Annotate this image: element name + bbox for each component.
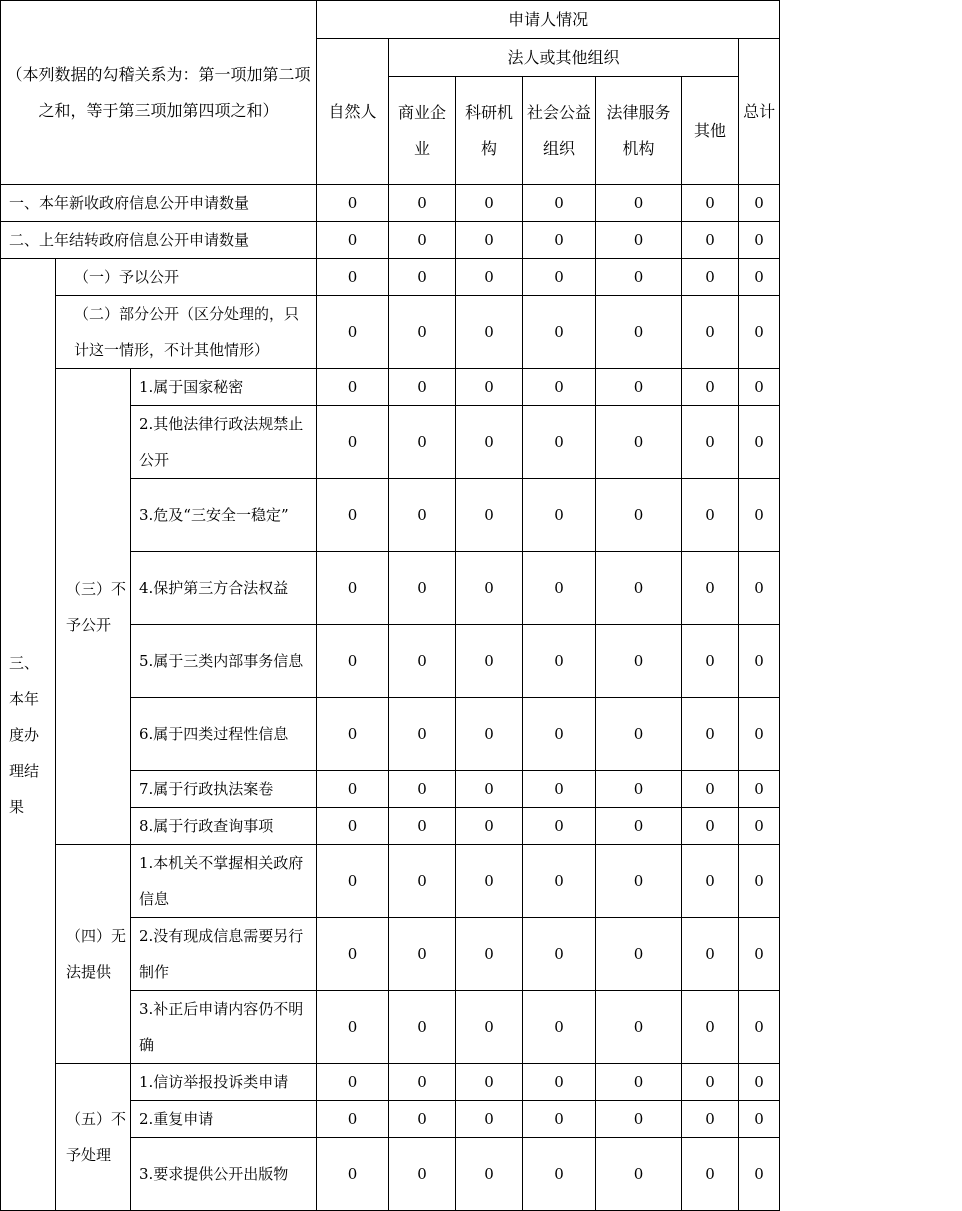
- cell-value: 0: [596, 808, 682, 845]
- cell-value: 0: [523, 185, 596, 222]
- row-label: 6.属于四类过程性信息: [131, 698, 317, 771]
- cell-value: 0: [389, 406, 456, 479]
- cell-value: 0: [389, 918, 456, 991]
- cell-value: 0: [739, 845, 780, 918]
- cell-value: 0: [682, 991, 739, 1064]
- cell-value: 0: [523, 991, 596, 1064]
- cell-value: 0: [389, 369, 456, 406]
- cell-value: 0: [317, 808, 389, 845]
- cell-value: 0: [317, 296, 389, 369]
- cell-value: 0: [317, 1064, 389, 1101]
- cell-value: 0: [523, 808, 596, 845]
- cell-value: 0: [739, 406, 780, 479]
- cell-value: 0: [456, 771, 523, 808]
- cell-value: 0: [389, 552, 456, 625]
- cell-value: 0: [739, 991, 780, 1064]
- cell-value: 0: [456, 698, 523, 771]
- cell-value: 0: [389, 259, 456, 296]
- cell-value: 0: [456, 845, 523, 918]
- table-row: [1, 369, 780, 406]
- header-public-welfare: 社会公益组织: [523, 77, 596, 185]
- cell-value: 0: [596, 552, 682, 625]
- cell-value: 0: [317, 771, 389, 808]
- cell-value: 0: [389, 1101, 456, 1138]
- cell-value: 0: [389, 808, 456, 845]
- cell-value: 0: [739, 185, 780, 222]
- cell-value: 0: [682, 552, 739, 625]
- cell-value: 0: [596, 296, 682, 369]
- cell-value: 0: [523, 296, 596, 369]
- cell-value: 0: [682, 1138, 739, 1211]
- cell-value: 0: [523, 771, 596, 808]
- cell-value: 0: [317, 259, 389, 296]
- cell-value: 0: [317, 552, 389, 625]
- header-applicant: 申请人情况: [317, 1, 780, 39]
- cell-value: 0: [456, 296, 523, 369]
- cell-value: 0: [739, 771, 780, 808]
- cell-value: 0: [682, 698, 739, 771]
- cell-value: 0: [596, 1138, 682, 1211]
- row-label: 1.信访举报投诉类申请: [131, 1064, 317, 1101]
- cell-value: 0: [389, 771, 456, 808]
- cell-value: 0: [317, 369, 389, 406]
- row-label: （二）部分公开（区分处理的，只计这一情形，不计其他情形）: [56, 296, 317, 369]
- cell-value: 0: [317, 1101, 389, 1138]
- cell-value: 0: [523, 845, 596, 918]
- row-label: 5.属于三类内部事务信息: [131, 625, 317, 698]
- cell-value: 0: [596, 222, 682, 259]
- row-label: 1.本机关不掌握相关政府信息: [131, 845, 317, 918]
- cell-value: 0: [739, 552, 780, 625]
- cell-value: 0: [596, 771, 682, 808]
- cell-value: 0: [596, 479, 682, 552]
- header-legal-service: 法律服务机构: [596, 77, 682, 185]
- cell-value: 0: [317, 479, 389, 552]
- row-label: 一、本年新收政府信息公开申请数量: [1, 185, 317, 222]
- cell-value: 0: [523, 1138, 596, 1211]
- cell-value: 0: [317, 698, 389, 771]
- cell-value: 0: [739, 625, 780, 698]
- cell-value: 0: [682, 845, 739, 918]
- cell-value: 0: [456, 222, 523, 259]
- cell-value: 0: [523, 369, 596, 406]
- cell-value: 0: [456, 479, 523, 552]
- header-legal-entity: 法人或其他组织: [389, 39, 739, 77]
- row-label: 2.没有现成信息需要另行制作: [131, 918, 317, 991]
- cell-value: 0: [682, 625, 739, 698]
- table-row: [1, 1064, 780, 1101]
- group-label-3: （三）不予公开: [56, 369, 131, 845]
- cell-value: 0: [682, 771, 739, 808]
- cell-value: 0: [682, 296, 739, 369]
- cell-value: 0: [739, 296, 780, 369]
- cell-value: 0: [456, 1138, 523, 1211]
- cell-value: 0: [317, 991, 389, 1064]
- cell-value: 0: [389, 1138, 456, 1211]
- section3-label: 三、本年度办理结果: [1, 259, 56, 1211]
- cell-value: 0: [456, 918, 523, 991]
- cell-value: 0: [739, 479, 780, 552]
- cell-value: 0: [596, 369, 682, 406]
- cell-value: 0: [523, 918, 596, 991]
- row-label: 3.要求提供公开出版物: [131, 1138, 317, 1211]
- cell-value: 0: [389, 991, 456, 1064]
- cell-value: 0: [389, 222, 456, 259]
- cell-value: 0: [682, 918, 739, 991]
- table-row: [1, 259, 780, 296]
- cell-value: 0: [389, 1064, 456, 1101]
- cell-value: 0: [523, 552, 596, 625]
- cell-value: 0: [596, 1101, 682, 1138]
- cell-value: 0: [456, 369, 523, 406]
- group-label-5: （五）不予处理: [56, 1064, 131, 1211]
- cell-value: 0: [596, 1064, 682, 1101]
- cell-value: 0: [389, 698, 456, 771]
- cell-value: 0: [456, 625, 523, 698]
- group-label-4: （四）无法提供: [56, 845, 131, 1064]
- cell-value: 0: [682, 222, 739, 259]
- cell-value: 0: [523, 259, 596, 296]
- cell-value: 0: [389, 479, 456, 552]
- cell-value: 0: [523, 222, 596, 259]
- row-label: 二、上年结转政府信息公开申请数量: [1, 222, 317, 259]
- cell-value: 0: [596, 845, 682, 918]
- cell-value: 0: [456, 991, 523, 1064]
- table-row: [1, 296, 780, 369]
- row-label: （一）予以公开: [56, 259, 317, 296]
- cell-value: 0: [682, 479, 739, 552]
- cell-value: 0: [523, 406, 596, 479]
- cell-value: 0: [596, 406, 682, 479]
- row-label: 2.其他法律行政法规禁止公开: [131, 406, 317, 479]
- header-other: 其他: [682, 77, 739, 185]
- cell-value: 0: [739, 369, 780, 406]
- cell-value: 0: [317, 625, 389, 698]
- cell-value: 0: [523, 625, 596, 698]
- row-label: 4.保护第三方合法权益: [131, 552, 317, 625]
- header-research: 科研机构: [456, 77, 523, 185]
- cell-value: 0: [682, 369, 739, 406]
- cell-value: 0: [682, 185, 739, 222]
- header-total: 总计: [739, 39, 780, 185]
- cell-value: 0: [682, 406, 739, 479]
- row-label: 2.重复申请: [131, 1101, 317, 1138]
- cell-value: 0: [739, 918, 780, 991]
- row-label: 3.危及“三安全一稳定”: [131, 479, 317, 552]
- cell-value: 0: [739, 1064, 780, 1101]
- cell-value: 0: [523, 479, 596, 552]
- row-label: 1.属于国家秘密: [131, 369, 317, 406]
- cell-value: 0: [596, 625, 682, 698]
- cell-value: 0: [456, 1101, 523, 1138]
- cell-value: 0: [739, 808, 780, 845]
- cell-value: 0: [456, 259, 523, 296]
- cell-value: 0: [596, 698, 682, 771]
- cell-value: 0: [596, 991, 682, 1064]
- cell-value: 0: [596, 185, 682, 222]
- cell-value: 0: [389, 185, 456, 222]
- cell-value: 0: [739, 1138, 780, 1211]
- cell-value: 0: [739, 259, 780, 296]
- row-label: 8.属于行政查询事项: [131, 808, 317, 845]
- cell-value: 0: [317, 222, 389, 259]
- cell-value: 0: [739, 698, 780, 771]
- cell-value: 0: [682, 1064, 739, 1101]
- header-business: 商业企业: [389, 77, 456, 185]
- cell-value: 0: [682, 1101, 739, 1138]
- header-natural-person: 自然人: [317, 39, 389, 185]
- cell-value: 0: [317, 918, 389, 991]
- cell-value: 0: [456, 808, 523, 845]
- cell-value: 0: [456, 552, 523, 625]
- cell-value: 0: [682, 259, 739, 296]
- cell-value: 0: [317, 406, 389, 479]
- table-row: [1, 845, 780, 918]
- cell-value: 0: [682, 808, 739, 845]
- cell-value: 0: [523, 1064, 596, 1101]
- cell-value: 0: [456, 406, 523, 479]
- cell-value: 0: [317, 1138, 389, 1211]
- column-note: （本列数据的勾稽关系为：第一项加第二项之和，等于第三项加第四项之和）: [1, 1, 317, 185]
- table-row: [1, 185, 780, 222]
- cell-value: 0: [739, 222, 780, 259]
- cell-value: 0: [389, 625, 456, 698]
- cell-value: 0: [596, 259, 682, 296]
- cell-value: 0: [523, 1101, 596, 1138]
- cell-value: 0: [317, 185, 389, 222]
- row-label: 3.补正后申请内容仍不明确: [131, 991, 317, 1064]
- cell-value: 0: [317, 845, 389, 918]
- table-row: [1, 222, 780, 259]
- cell-value: 0: [389, 845, 456, 918]
- cell-value: 0: [456, 185, 523, 222]
- cell-value: 0: [456, 1064, 523, 1101]
- cell-value: 0: [523, 698, 596, 771]
- cell-value: 0: [596, 918, 682, 991]
- row-label: 7.属于行政执法案卷: [131, 771, 317, 808]
- cell-value: 0: [389, 296, 456, 369]
- cell-value: 0: [739, 1101, 780, 1138]
